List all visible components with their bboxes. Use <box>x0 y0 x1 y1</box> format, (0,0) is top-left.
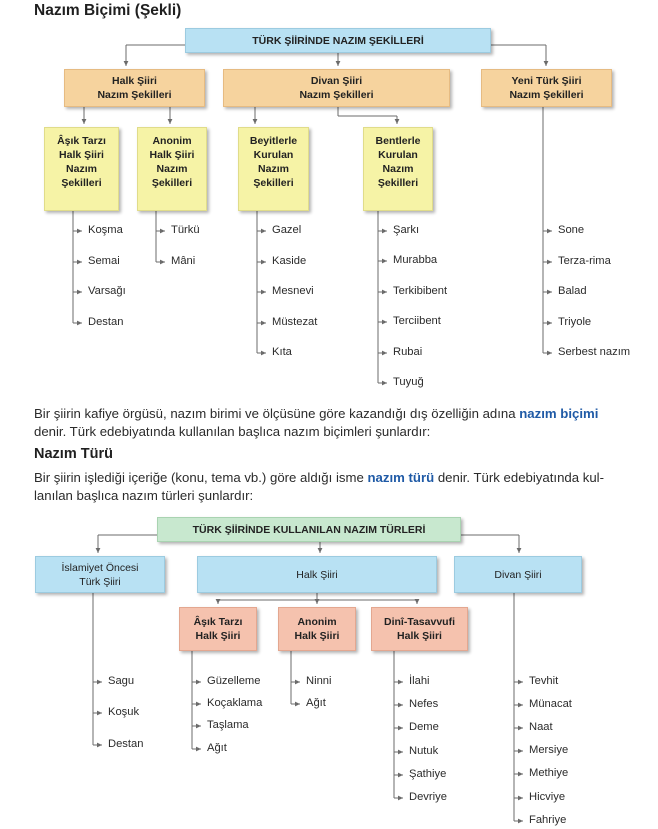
para2-text: Bir şiirin işlediği içeriğe (konu, tema vb.) göre aldığı isme <box>34 470 368 485</box>
d2-asik-item: Güzelleme <box>207 675 261 687</box>
d1-root-box: TÜRK ŞİİRİNDE NAZIM ŞEKİLLERİ <box>185 28 491 53</box>
d2-anonim-item: Ninni <box>306 675 332 687</box>
d2-dini-item: Şathiye <box>409 768 447 780</box>
d1-beyit-box: Beyitlerle Kurulan Nazım Şekilleri <box>238 127 309 211</box>
d2-islam-item: Koşuk <box>108 706 140 718</box>
d1-asik-item: Destan <box>88 316 124 328</box>
d2-dini-item: Nutuk <box>409 745 439 757</box>
d2-asik-box: Âşık Tarzı Halk Şiiri <box>179 607 257 651</box>
d1-yeni-item: Terza-rima <box>558 255 611 267</box>
d1-bent-item: Terciibent <box>393 315 441 327</box>
d2-anonim-box: Anonim Halk Şiiri <box>278 607 356 651</box>
d1-bent-item: Rubai <box>393 346 423 358</box>
d2-islam-item: Destan <box>108 738 144 750</box>
d1-divan-box: Divan Şiiri Nazım Şekilleri <box>223 69 450 107</box>
d2-dini-box: Dinî-Tasavvufi Halk Şiiri <box>371 607 468 651</box>
d1-anonim-box: Anonim Halk Şiiri Nazım Şekilleri <box>137 127 207 211</box>
d2-asik-item: Ağıt <box>207 742 227 754</box>
d2-root-box: TÜRK ŞİİRİNDE KULLANILAN NAZIM TÜRLERİ <box>157 517 461 542</box>
d1-asik-box: Âşık Tarzı Halk Şiiri Nazım Şekilleri <box>44 127 119 211</box>
d2-asik-item: Koçaklama <box>207 697 263 709</box>
d2-dini-item: Deme <box>409 721 439 733</box>
d1-bent-item: Murabba <box>393 254 438 266</box>
d1-beyit-item: Kaside <box>272 255 307 267</box>
heading-nazim-turu: Nazım Türü <box>34 446 113 462</box>
d2-divan-item: Mersiye <box>529 744 569 756</box>
d2-anonim-item: Ağıt <box>306 697 326 709</box>
d1-asik-item: Semai <box>88 255 120 267</box>
d2-islam-box: İslamiyet Öncesi Türk Şiiri <box>35 556 165 593</box>
d1-bent-item: Tuyuğ <box>393 376 424 388</box>
d2-divan-item: Tevhit <box>529 675 559 687</box>
d1-bent-box: Bentlerle Kurulan Nazım Şekilleri <box>363 127 433 211</box>
d1-yeni-item: Sone <box>558 224 585 236</box>
paragraph-nazim-turu-line2: lanılan başlıca nazım türleri şunlardır: <box>34 488 254 503</box>
d2-asik-item: Taşlama <box>207 719 249 731</box>
d1-asik-item: Koşma <box>88 224 123 236</box>
d1-halk-box: Halk Şiiri Nazım Şekilleri <box>64 69 205 107</box>
keyword-nazim-turu: nazım türü <box>367 470 435 485</box>
d1-yeni-box: Yeni Türk Şiiri Nazım Şekilleri <box>481 69 612 107</box>
d1-beyit-item: Müstezat <box>272 316 318 328</box>
d1-yeni-item: Serbest nazım <box>558 346 631 358</box>
d1-anonim-item: Türkü <box>171 224 200 236</box>
paragraph-nazim-bicimi <box>34 405 598 422</box>
d1-yeni-item: Balad <box>558 285 587 297</box>
d2-dini-item: İlahi <box>409 675 430 687</box>
d2-divan-item: Naat <box>529 721 553 733</box>
d1-anonim-item: Mâni <box>171 255 196 267</box>
d1-bent-item: Şarkı <box>393 224 420 236</box>
d1-yeni-item: Triyole <box>558 316 592 328</box>
para1-text: Bir şiirin kafiye örgüsü, nazım birimi ve ölçüsüne göre kazandığı dış özelliğin adına <box>34 406 520 421</box>
d1-asik-item: Varsağı <box>88 285 126 297</box>
d2-dini-item: Devriye <box>409 791 447 803</box>
d2-dini-item: Nefes <box>409 698 439 710</box>
d2-divan-item: Münacat <box>529 698 572 710</box>
d2-halk-box: Halk Şiiri <box>197 556 437 593</box>
para2-text-b: denir. Türk edebiyatında kul- <box>434 470 604 485</box>
keyword-nazim-bicimi: nazım biçimi <box>519 406 599 421</box>
d1-beyit-item: Kıta <box>272 346 292 358</box>
d2-divan-item: Methiye <box>529 767 569 779</box>
d2-divan-item: Hicviye <box>529 791 566 803</box>
d1-beyit-item: Mesnevi <box>272 285 314 297</box>
d2-divan-item: Fahriye <box>529 814 567 826</box>
paragraph-nazim-bicimi-line2: denir. Türk edebiyatında kullanılan başlıca nazım biçimleri şunlardır: <box>34 424 431 439</box>
d1-beyit-item: Gazel <box>272 224 302 236</box>
d2-divan-box: Divan Şiiri <box>454 556 582 593</box>
d2-islam-item: Sagu <box>108 675 135 687</box>
paragraph-nazim-turu <box>34 469 604 486</box>
heading-nazim-bicimi: Nazım Biçimi (Şekli) <box>34 2 182 19</box>
d1-bent-item: Terkibibent <box>393 285 448 297</box>
